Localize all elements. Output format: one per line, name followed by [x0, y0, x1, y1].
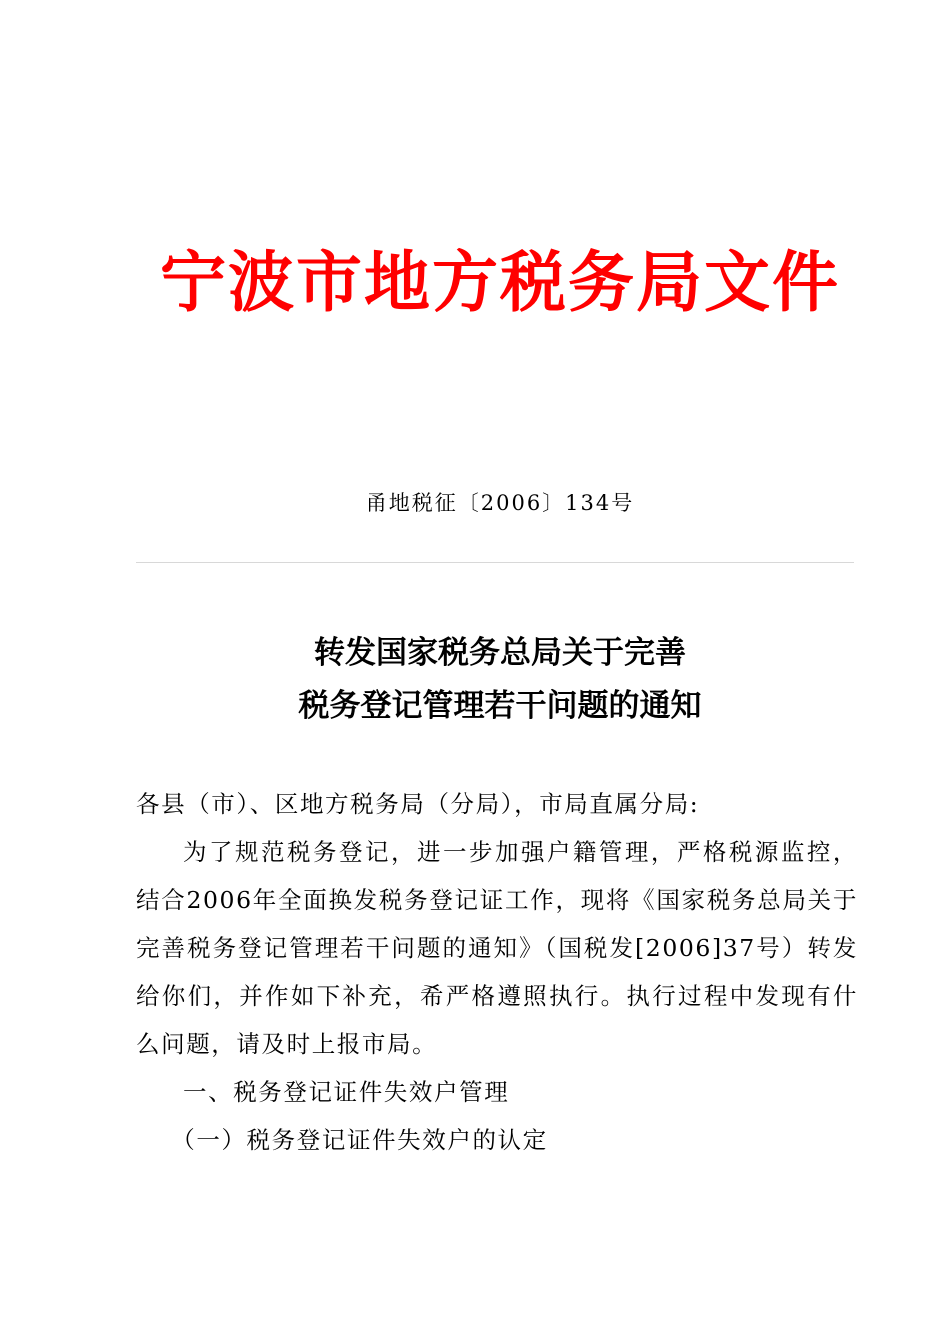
- subsection-heading: （一）税务登记证件失效户的认定: [171, 1126, 548, 1154]
- notice-title-line-1: 转发国家税务总局关于完善: [314, 635, 686, 671]
- body-paragraph: 为了规范税务登记，进一步加强户籍管理，严格税源监控，结合2006年全面换发税务登记证工作，现将《国家税务总局关于完善税务登记管理若干问题的通知》（国税发[2006]37号）转发给你们，并作如下补充，希严格遵照执行。执行过程中发现有什么问题，请及时上报市局。: [136, 838, 858, 1058]
- document-header-title: 宁波市地方税务局文件: [160, 244, 840, 321]
- salutation: 各县（市）、区地方税务局（分局），市局直属分局:: [136, 790, 700, 818]
- notice-title-line-2: 税务登记管理若干问题的通知: [298, 688, 702, 724]
- document-body: [136, 780, 858, 1164]
- section-heading: 一、税务登记证件失效户管理: [183, 1078, 510, 1106]
- header-separator-line: [136, 562, 854, 563]
- document-number: 甬地税征〔2006〕134号: [365, 491, 635, 515]
